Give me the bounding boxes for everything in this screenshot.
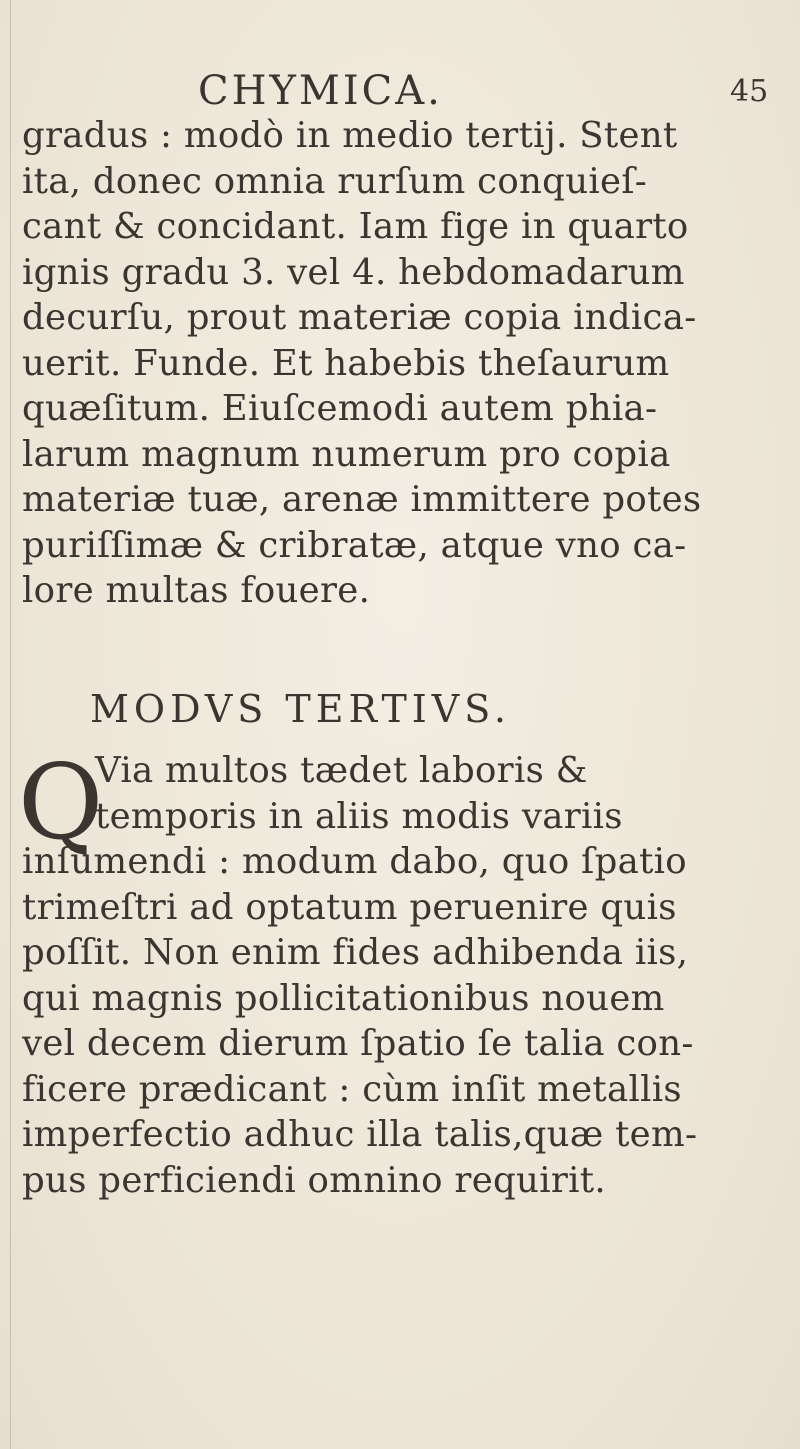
text-line: ficere prædicant : cùm inſit metallis bbox=[22, 1068, 682, 1110]
page-edge-line bbox=[10, 0, 11, 1449]
text-line: larum magnum numerum pro copia bbox=[22, 433, 671, 475]
text-line: pus perficiendi omnino requirit. bbox=[22, 1159, 606, 1201]
text-line: uerit. Funde. Et habebis theſaurum bbox=[22, 342, 670, 384]
text-line: cant & concidant. Iam fige in quarto bbox=[22, 206, 689, 247]
text-line: materiæ tuæ, arenæ immittere potes bbox=[22, 479, 702, 520]
drop-cap-initial: Q bbox=[18, 741, 104, 863]
text-line: gradus : modò in medio tertij. Stent bbox=[22, 115, 678, 156]
text-line: inſumendi : modum dabo, quo ſpatio bbox=[22, 841, 687, 882]
text-line: ita, donec omnia rurſum conquieſ- bbox=[22, 160, 648, 202]
text-line: imperfectio adhuc illa talis,quæ tem- bbox=[22, 1114, 698, 1155]
running-head bbox=[0, 66, 800, 116]
text-line: quæſitum. Eiuſcemodi autem phia- bbox=[22, 388, 658, 429]
page-number: 45 bbox=[730, 74, 769, 109]
paragraph-2 bbox=[22, 748, 786, 1203]
text-line: vel decem dierum ſpatio ſe talia con- bbox=[22, 1023, 694, 1064]
text-line: ignis gradu 3. vel 4. hebdomadarum bbox=[22, 251, 685, 293]
text-line: decurſu, prout materiæ copia indica- bbox=[22, 297, 697, 338]
text-line: Via multos tædet laboris & bbox=[95, 750, 588, 791]
text-line: puriſſimæ & cribratæ, atque vno ca- bbox=[22, 524, 687, 566]
text-line: lore multas fouere. bbox=[22, 570, 371, 611]
text-line: trimeſtri ad optatum peruenire quis bbox=[22, 886, 677, 928]
text-line: qui magnis pollicitationibus nouem bbox=[22, 977, 665, 1019]
text-line: poſſit. Non enim fides adhibenda iis, bbox=[22, 932, 689, 973]
paragraph-1 bbox=[22, 113, 784, 614]
text-line: temporis in aliis modis variis bbox=[95, 795, 623, 837]
running-title: CHYMICA. bbox=[198, 68, 443, 114]
section-heading: MODVS TERTIVS. bbox=[90, 687, 511, 731]
